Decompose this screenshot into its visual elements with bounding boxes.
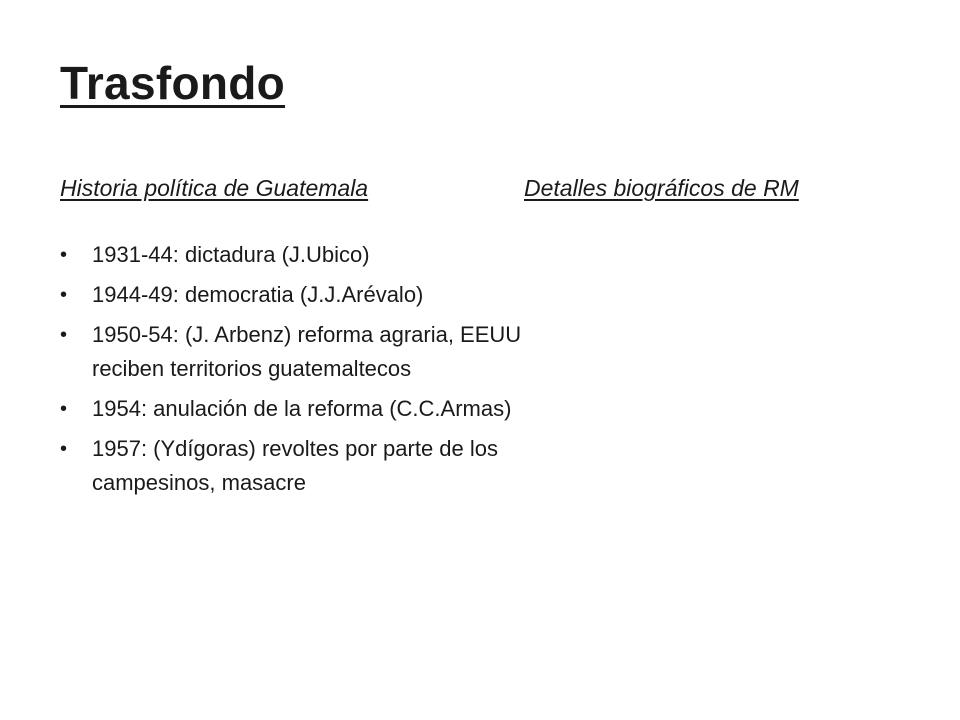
list-item-text: 1957: (Ydígoras) revoltes por parte de los campesinos, masacre [92, 436, 499, 495]
heading-political-history: Historia política de Guatemala [60, 175, 369, 201]
heading-biographical-details: Detalles biográficos de RM [524, 175, 799, 201]
list-item-text: 1944-49: democratia (J.J.Arévalo) [92, 282, 424, 307]
bullet-icon: • [60, 324, 68, 346]
list-item-text: 1931-44: dictadura (J.Ubico) [92, 242, 370, 267]
bullet-icon: • [60, 398, 68, 420]
list-item-text: 1954: anulación de la reforma (C.C.Armas) [92, 396, 512, 421]
bullet-list [60, 238, 540, 506]
list-item [60, 278, 540, 312]
list-item [60, 392, 540, 426]
bullet-icon: • [60, 284, 68, 306]
bullet-icon: • [60, 438, 68, 460]
slide-title: Trasfondo [60, 57, 286, 109]
list-item [60, 238, 540, 272]
list-item [60, 432, 540, 500]
list-item-text: 1950-54: (J. Arbenz) reforma agraria, EEUU reciben territorios guatemaltecos [92, 322, 522, 381]
list-item [60, 318, 540, 386]
bullet-icon: • [60, 244, 68, 266]
